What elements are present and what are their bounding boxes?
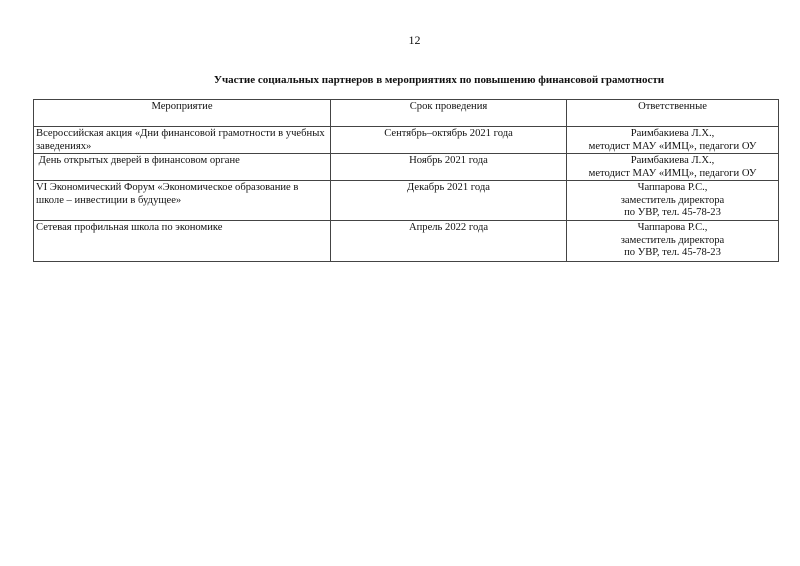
period-cell: Апрель 2022 года: [331, 221, 567, 262]
responsible-cell: [567, 221, 779, 262]
events-table: [33, 99, 779, 262]
period-cell: Сентябрь–октябрь 2021 года: [331, 127, 567, 154]
responsible-line: по УВР, тел. 45-78-23: [624, 207, 721, 218]
event-cell: Сетевая профильная школа по экономике: [34, 221, 331, 262]
event-cell: Всероссийская акция «Дни финансовой грамотности в учебных заведениях»: [34, 127, 331, 154]
responsible-cell: [567, 154, 779, 181]
responsible-line: Чаппарова Р.С.,: [637, 182, 708, 193]
responsible-line: Чаппарова Р.С.,: [637, 222, 708, 233]
responsible-line: по УВР, тел. 45-78-23: [624, 247, 721, 258]
event-cell: День открытых дверей в финансовом органе: [34, 154, 331, 181]
table-row: [34, 127, 779, 154]
table-row: [34, 221, 779, 262]
responsible-line: заместитель директора: [620, 234, 725, 246]
header-event: Мероприятие: [34, 100, 331, 127]
responsible-line: методист МАУ «ИМЦ», педагоги ОУ: [588, 167, 757, 179]
responsible-line: Раимбакиева Л.Х.,: [630, 155, 715, 166]
period-cell: Декабрь 2021 года: [331, 181, 567, 221]
table-row: [34, 154, 779, 181]
table-row: [34, 181, 779, 221]
period-cell: Ноябрь 2021 года: [331, 154, 567, 181]
table-header-row: [34, 100, 779, 127]
header-responsible: Ответственные: [567, 100, 779, 127]
responsible-cell: [567, 181, 779, 221]
header-period: Срок проведения: [331, 100, 567, 127]
responsible-line: заместитель директора: [620, 194, 725, 206]
responsible-line: методист МАУ «ИМЦ», педагоги ОУ: [588, 140, 757, 152]
responsible-line: Раимбакиева Л.Х.,: [630, 128, 715, 139]
event-cell: VI Экономический Форум «Экономическое образование в школе – инвестиции в будущее»: [34, 181, 331, 221]
document-title: Участие социальных партнеров в мероприятиях по повышению финансовой грамотности: [213, 74, 665, 86]
responsible-cell: [567, 127, 779, 154]
page-number: 12: [408, 33, 421, 47]
